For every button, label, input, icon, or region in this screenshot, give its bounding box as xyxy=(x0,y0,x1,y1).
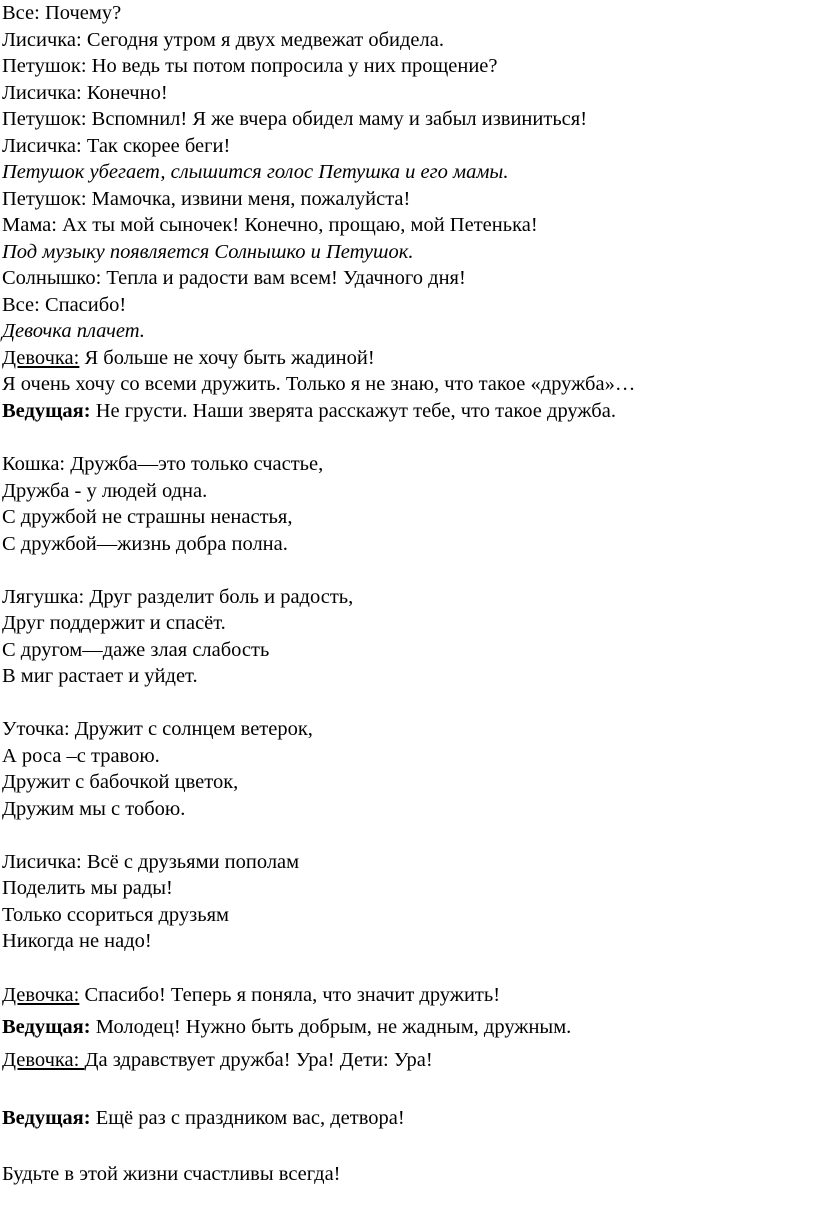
poem-cat-line: С дружбой не страшны ненастья, xyxy=(2,506,293,528)
poem-fox-line: Только ссориться друзьям xyxy=(2,904,229,926)
speaker-girl: Девочка: xyxy=(2,984,80,1006)
speaker-host: Ведущая: xyxy=(2,400,91,422)
poem-cat-line: Дружба - у людей одна. xyxy=(2,480,208,502)
line-all-thanks: Все: Спасибо! xyxy=(2,294,127,316)
line-rooster-2: Петушок: Вспомнил! Я же вчера обидел маму и забыл извиниться! xyxy=(2,108,588,130)
line-final-wish: Будьте в этой жизни счастливы всегда! xyxy=(2,1163,341,1185)
line-mama: Мама: Ах ты мой сыночек! Конечно, прощаю, мой Петенька! xyxy=(2,214,538,236)
poem-duck-line: Дружит с бабочкой цветок, xyxy=(2,771,239,793)
line-host-1 xyxy=(2,398,616,424)
line-girl-1 xyxy=(2,345,375,371)
poem-frog-line: Лягушка: Друг разделит боль и радость, xyxy=(2,586,354,608)
poem-duck-line: А роса –с травою. xyxy=(2,745,160,767)
line-girl-3-text: Спасибо! Теперь я поняла, что значит дружить! xyxy=(79,984,501,1006)
line-girl-2: Я очень хочу со всеми дружить. Только я не знаю, что такое «дружба»… xyxy=(2,373,636,395)
line-fox-1: Лисичка: Сегодня утром я двух медвежат обидела. xyxy=(2,29,444,51)
line-host-2-text: Молодец! Нужно быть добрым, не жадным, дружным. xyxy=(90,1016,572,1038)
poem-duck-line: Дружим мы с тобою. xyxy=(2,798,186,820)
line-fox-2: Лисичка: Конечно! xyxy=(2,82,168,104)
poem-frog-line: В миг растает и уйдет. xyxy=(2,665,198,687)
speaker-girl: Девочка: xyxy=(2,347,80,369)
poem-cat-line: Кошка: Дружба—это только счастье, xyxy=(2,453,324,475)
poem-fox-line: Поделить мы рады! xyxy=(2,877,173,899)
line-all-why: Все: Почему? xyxy=(2,2,122,24)
line-fox-3: Лисичка: Так скорее беги! xyxy=(2,135,231,157)
stage-direction-1: Петушок убегает, слышится голос Петушка и его мамы. xyxy=(2,161,509,183)
line-girl-4-text: Да здравствует дружба! Ура! Дети: Ура! xyxy=(84,1049,433,1071)
poem-frog-line: С другом—даже злая слабость xyxy=(2,639,270,661)
speaker-girl: Девочка: xyxy=(2,1049,85,1071)
speaker-host: Ведущая: xyxy=(2,1016,91,1038)
line-girl-1-text: Я больше не хочу быть жадиной! xyxy=(79,347,375,369)
line-rooster-3: Петушок: Мамочка, извини меня, пожалуйста! xyxy=(2,188,411,210)
speaker-host: Ведущая: xyxy=(2,1107,91,1129)
line-host-1-text: Не грусти. Наши зверята расскажут тебе, что такое дружба. xyxy=(90,400,616,422)
poem-fox-line: Лисичка: Всё с друзьями пополам xyxy=(2,851,300,873)
line-host-3 xyxy=(2,1105,405,1131)
poem-cat-line: С дружбой—жизнь добра полна. xyxy=(2,533,288,555)
line-host-2 xyxy=(2,1014,571,1040)
poem-fox-line: Никогда не надо! xyxy=(2,930,152,952)
line-host-3-text: Ещё раз с праздником вас, детвора! xyxy=(90,1107,405,1129)
poem-frog-line: Друг поддержит и спасёт. xyxy=(2,612,226,634)
poem-duck-line: Уточка: Дружит с солнцем ветерок, xyxy=(2,718,313,740)
line-girl-4 xyxy=(2,1047,433,1073)
stage-direction-2: Под музыку появляется Солнышко и Петушок. xyxy=(2,241,414,263)
line-sun: Солнышко: Тепла и радости вам всем! Удачного дня! xyxy=(2,267,466,289)
line-girl-3 xyxy=(2,982,500,1008)
line-rooster-1: Петушок: Но ведь ты потом попросила у них прощение? xyxy=(2,55,498,77)
stage-direction-3: Девочка плачет. xyxy=(2,320,145,342)
